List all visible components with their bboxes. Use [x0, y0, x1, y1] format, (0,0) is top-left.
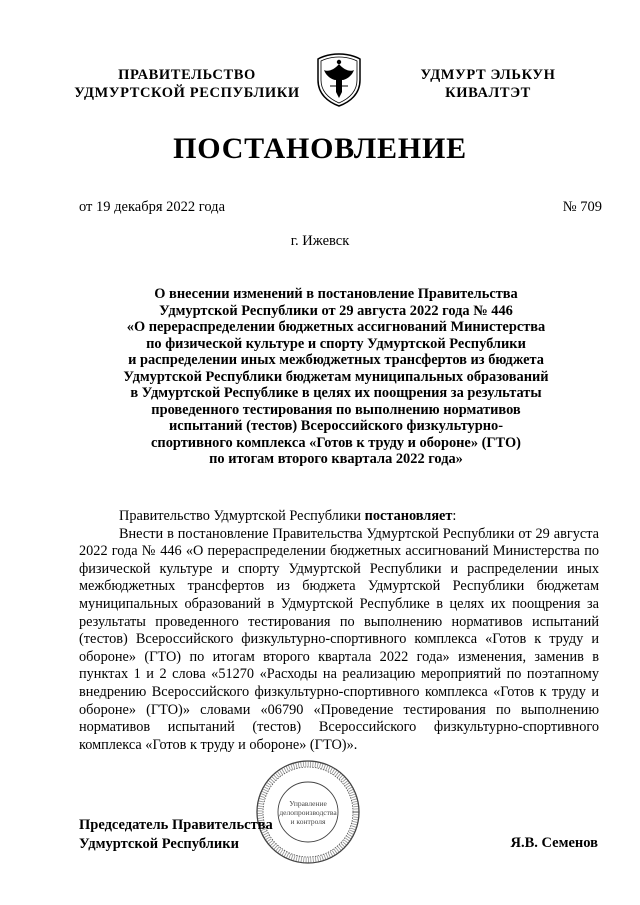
- document-title: [80, 286, 592, 468]
- title-line: в Удмуртской Республике в целях их поощрения за результаты: [130, 385, 542, 401]
- header-left: [68, 66, 306, 102]
- document-city: г. Ижевск: [290, 233, 350, 249]
- title-line: спортивного комплекса «Готов к труду и обороне» (ГТО): [151, 434, 521, 451]
- title-line: Удмуртской Республики от 29 августа 2022 года № 446: [159, 302, 513, 319]
- title-line: проведенного тестирования по выполнению нормативов: [151, 401, 521, 418]
- intro-keyword: постановляет: [364, 508, 453, 524]
- government-title-udm-line1: УДМУРТ ЭЛЬКУН: [420, 67, 556, 83]
- stamp-line2: делопроизводства: [279, 808, 337, 817]
- stamp-line3: и контроля: [290, 817, 326, 826]
- signer-position-line1: Председатель Правительства: [79, 817, 273, 833]
- intro-text: Правительство Удмуртской Республики: [119, 508, 365, 524]
- signer-name: Я.В. Семенов: [510, 835, 598, 851]
- document-body: [79, 508, 599, 754]
- document-number: № 709: [562, 199, 602, 215]
- title-line: Удмуртской Республики бюджетам муниципальных образований: [123, 368, 549, 385]
- stamp-line1: Управление: [289, 799, 327, 808]
- government-title-line1: ПРАВИТЕЛЬСТВО: [118, 67, 256, 83]
- title-line: по физической культуре и спорту Удмуртской Республики: [146, 335, 526, 352]
- title-line: испытаний (тестов) Всероссийского физкультурно-: [168, 418, 503, 434]
- header-right: [388, 66, 588, 102]
- title-line: О внесении изменений в постановление Правительства: [154, 286, 518, 302]
- title-line: по итогам второго квартала 2022 года»: [209, 451, 463, 467]
- government-title-line2: УДМУРТСКОЙ РЕСПУБЛИКИ: [74, 85, 300, 101]
- signer-position-line2: Удмуртской Республики: [79, 836, 239, 852]
- document-date: от 19 декабря 2022 года: [79, 199, 225, 215]
- coat-of-arms-icon: [314, 52, 364, 108]
- document-type: ПОСТАНОВЛЕНИЕ: [173, 132, 467, 165]
- government-title-udm-line2: КИВАЛТЭТ: [445, 85, 531, 101]
- title-line: и распределении иных межбюджетных трансфертов из бюджета: [128, 352, 544, 368]
- intro-colon: :: [452, 508, 457, 524]
- signer-position: [79, 816, 273, 854]
- title-line: «О перераспределении бюджетных ассигнований Министерства: [126, 319, 546, 335]
- resolution-intro: [79, 508, 599, 526]
- resolution-paragraph: Внести в постановление Правительства Удмуртской Республики от 29 августа 2022 года № 446 «О перераспределении бюджетных ассигнований Министерства по физической культуре и спорту Удмуртской Республики и распределении иных межбюджетных трансфертов из бюджета Удмуртской Республики бюджетам муниципальных образований в Удмуртской Республике в целях их поощрения за результаты проведенного тестирования по выполнению нормативов испытаний (тестов) Всероссийского физкультурно-спортивного комплекса «Готов к труду и обороне» (ГТО) по итогам второго квартала 2022 года» изменения, заменив в пунктах 1 и 2 слова «51270 «Расходы на реализацию мероприятий по поэтапному внедрению Всероссийского физкультурно-спортивного комплекса «Готов к труду и обороне» (ГТО)» словами «06790 «Проведение тестирования по выполнению нормативов испытаний (тестов) Всероссийского физкультурно-спортивного комплекса «Готов к труду и обороне» (ГТО)».: [79, 525, 599, 753]
